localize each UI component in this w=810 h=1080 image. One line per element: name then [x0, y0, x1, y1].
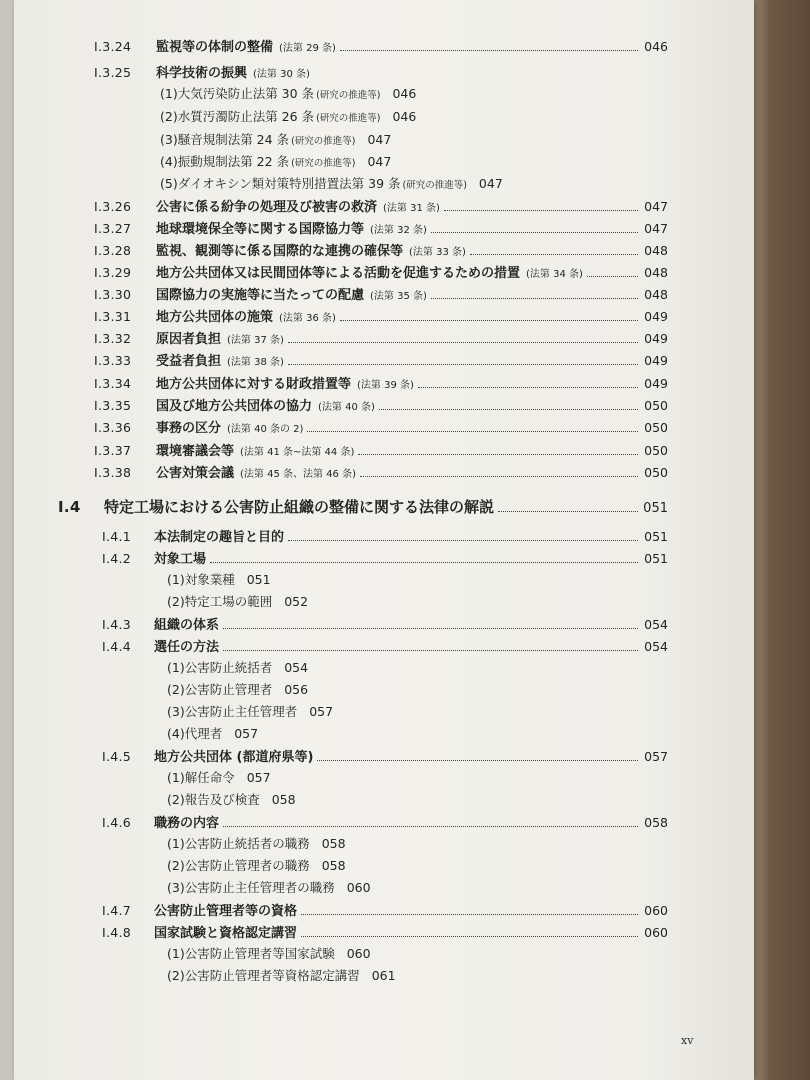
page-number: 047	[644, 199, 668, 214]
dot-leader	[470, 254, 638, 255]
law-ref: (法第 41 条~法第 44 条)	[240, 447, 355, 458]
toc-entry[interactable]	[94, 218, 668, 237]
toc-subentry[interactable]	[160, 174, 503, 192]
law-ref: (法第 29 条)	[279, 43, 336, 54]
entry-title: 国家試験と資格認定講習	[154, 926, 298, 941]
page-number: 046	[644, 39, 668, 54]
dot-leader	[210, 562, 638, 563]
entry-number: I.4.8	[102, 925, 132, 940]
law-ref: (法第 35 条)	[370, 291, 427, 302]
page-number: 057	[234, 726, 259, 741]
toc-subentry[interactable]	[167, 592, 308, 610]
page-number: 050	[644, 465, 668, 480]
toc-subentry[interactable]	[167, 702, 333, 720]
dot-leader	[498, 511, 638, 512]
toc-subentry[interactable]	[167, 724, 258, 742]
dot-leader	[418, 387, 638, 388]
subentry-label: (2)公害防止管理者等資格認定講習	[167, 968, 360, 983]
entry-number: I.3.28	[94, 243, 132, 258]
entry-number: I.4.2	[102, 551, 132, 566]
page-number: 049	[644, 376, 668, 391]
entry-number: I.3.26	[94, 199, 132, 214]
dot-leader	[307, 431, 638, 432]
toc-subentry[interactable]	[167, 658, 308, 676]
entry-title: 地方公共団体の施策	[156, 310, 274, 325]
page-number: 050	[644, 420, 668, 435]
toc-entry[interactable]	[102, 922, 668, 941]
entry-title: 公害に係る紛争の処理及び被害の救済	[156, 200, 378, 215]
page-number: 048	[644, 287, 668, 302]
dot-leader	[340, 320, 638, 321]
page-number: 060	[644, 903, 668, 918]
section-number: I.4	[58, 498, 81, 516]
toc-subentry[interactable]	[167, 570, 271, 588]
subentry-note: (研究の推進等)	[402, 180, 467, 191]
toc-subentry[interactable]	[160, 84, 416, 102]
toc-entry[interactable]	[94, 328, 668, 347]
dot-leader	[358, 454, 638, 455]
entry-title: 職務の内容	[154, 816, 220, 831]
entry-title: 原因者負担	[156, 332, 222, 347]
law-ref: (法第 45 条、法第 46 条)	[240, 469, 356, 480]
dot-leader	[379, 409, 638, 410]
toc-section-heading[interactable]	[58, 496, 668, 517]
entry-number: I.3.35	[94, 398, 132, 413]
dot-leader	[431, 232, 638, 233]
subentry-label: (4)代理者	[167, 726, 223, 741]
page-number: 060	[644, 925, 668, 940]
subentry-label: (3)公害防止主任管理者の職務	[167, 880, 335, 895]
law-ref: (法第 40 条の 2)	[227, 424, 304, 435]
dot-leader	[288, 540, 638, 541]
page-number: 060	[346, 946, 371, 961]
dot-leader	[360, 476, 638, 477]
toc-subentry[interactable]	[160, 152, 391, 170]
page-number: 048	[644, 265, 668, 280]
page-number: 046	[392, 109, 417, 124]
subentry-label: (1)公害防止管理者等国家試験	[167, 946, 335, 961]
entry-title: 国際協力の実施等に当たっての配慮	[156, 288, 365, 303]
page-number: 058	[321, 858, 346, 873]
entry-title: 本法制定の趣旨と目的	[154, 530, 285, 545]
toc-entry[interactable]	[102, 636, 668, 655]
toc-subentry[interactable]	[167, 944, 371, 962]
entry-title: 監視、観測等に係る国際的な連携の確保等	[156, 244, 404, 259]
toc-entry[interactable]	[102, 548, 668, 567]
toc-entry[interactable]	[94, 196, 668, 215]
subentry-label: (3)公害防止主任管理者	[167, 704, 298, 719]
entry-title: 環境審議会等	[156, 444, 235, 459]
toc-entry[interactable]	[94, 417, 668, 436]
page-number: 049	[644, 353, 668, 368]
entry-number: I.4.4	[102, 639, 132, 654]
toc-subentry[interactable]	[167, 966, 396, 984]
subentry-label: (2)報告及び検査	[167, 792, 260, 807]
page-number: 049	[644, 331, 668, 346]
toc-entry[interactable]	[94, 373, 668, 392]
page-folio: xv	[681, 1034, 694, 1047]
subentry-label: (1)大気汚染防止法第 30 条	[160, 86, 315, 101]
page-number: 058	[321, 836, 346, 851]
toc-subentry[interactable]	[167, 856, 346, 874]
law-ref: (法第 40 条)	[318, 402, 375, 413]
subentry-label: (3)騒音規制法第 24 条	[160, 132, 290, 147]
page-number: 047	[367, 132, 392, 147]
entry-number: I.3.34	[94, 376, 132, 391]
entry-title: 組織の体系	[154, 618, 220, 633]
entry-number: I.3.31	[94, 309, 132, 324]
dot-leader	[301, 936, 638, 937]
page-number: 047	[478, 176, 503, 191]
subentry-label: (1)解任命令	[167, 770, 235, 785]
page-number: 058	[271, 792, 296, 807]
entry-title: 受益者負担	[156, 354, 222, 369]
entry-number: I.3.38	[94, 465, 132, 480]
page-number: 049	[644, 309, 668, 324]
law-ref: (法第 34 条)	[526, 269, 583, 280]
page-number: 054	[644, 639, 668, 654]
law-ref: (法第 33 条)	[409, 247, 466, 258]
entry-number: I.4.3	[102, 617, 132, 632]
entry-title: 対象工場	[154, 552, 207, 567]
law-ref: (法第 38 条)	[227, 357, 284, 368]
dot-leader	[587, 276, 638, 277]
entry-number: I.4.7	[102, 903, 132, 918]
entry-title: 地方公共団体に対する財政措置等	[156, 377, 352, 392]
subentry-note: (研究の推進等)	[291, 136, 356, 147]
page-number: 047	[644, 221, 668, 236]
entry-title: 地方公共団体又は民間団体等による活動を促進するための措置	[156, 266, 521, 281]
law-ref: (法第 31 条)	[383, 203, 440, 214]
page-number: 051	[643, 501, 668, 516]
entry-number: I.3.30	[94, 287, 132, 302]
table-of-contents	[14, 0, 754, 1080]
dot-leader	[223, 826, 638, 827]
dot-leader	[444, 210, 638, 211]
page-number: 051	[644, 551, 668, 566]
entry-number: I.4.6	[102, 815, 132, 830]
law-ref: (法第 36 条)	[279, 313, 336, 324]
entry-number: I.3.33	[94, 353, 132, 368]
page-number: 056	[284, 682, 309, 697]
dot-leader	[317, 760, 638, 761]
toc-subentry[interactable]	[160, 107, 416, 125]
subentry-label: (1)公害防止統括者の職務	[167, 836, 310, 851]
table-surface	[752, 0, 810, 1080]
page-number: 051	[246, 572, 271, 587]
page-number: 048	[644, 243, 668, 258]
page-number: 058	[644, 815, 668, 830]
entry-title: 科学技術の振興	[156, 66, 248, 81]
toc-entry[interactable]	[94, 36, 668, 55]
subentry-label: (1)対象業種	[167, 572, 235, 587]
toc-subentry[interactable]	[167, 680, 308, 698]
subentry-label: (2)水質汚濁防止法第 26 条	[160, 109, 315, 124]
toc-subentry[interactable]	[167, 878, 371, 896]
book-page	[14, 0, 754, 1080]
subentry-label: (1)公害防止統括者	[167, 660, 273, 675]
toc-subentry[interactable]	[167, 768, 271, 786]
page-number: 061	[371, 968, 396, 983]
law-ref: (法第 30 条)	[253, 69, 310, 80]
toc-subentry[interactable]	[167, 790, 296, 808]
dot-leader	[223, 628, 638, 629]
toc-entry[interactable]	[102, 746, 668, 765]
entry-number: I.3.37	[94, 443, 132, 458]
toc-entry[interactable]	[102, 614, 668, 633]
toc-entry[interactable]	[102, 900, 668, 919]
page-number: 050	[644, 443, 668, 458]
page-number: 057	[309, 704, 334, 719]
toc-entry[interactable]	[94, 240, 668, 259]
page-number: 054	[284, 660, 309, 675]
dot-leader	[340, 50, 638, 51]
toc-entry[interactable]	[94, 284, 668, 303]
entry-title: 地球環境保全等に関する国際協力等	[156, 222, 365, 237]
toc-entry[interactable]	[94, 350, 668, 369]
page-number: 052	[284, 594, 309, 609]
page-number: 050	[644, 398, 668, 413]
toc-entry[interactable]	[94, 262, 668, 281]
law-ref: (法第 32 条)	[370, 225, 427, 236]
entry-number: I.3.29	[94, 265, 132, 280]
entry-number: I.3.32	[94, 331, 132, 346]
subentry-note: (研究の推進等)	[316, 90, 381, 101]
subentry-label: (2)特定工場の範囲	[167, 594, 273, 609]
toc-subentry[interactable]	[160, 130, 391, 148]
subentry-label: (2)公害防止管理者の職務	[167, 858, 310, 873]
toc-entry[interactable]	[94, 395, 668, 414]
toc-entry[interactable]	[102, 526, 668, 545]
toc-entry[interactable]	[94, 62, 394, 81]
entry-title: 事務の区分	[156, 421, 222, 436]
entry-title: 監視等の体制の整備	[156, 40, 274, 55]
page-number: 046	[392, 86, 417, 101]
entry-number: I.4.1	[102, 529, 132, 544]
toc-entry[interactable]	[102, 812, 668, 831]
subentry-label: (2)公害防止管理者	[167, 682, 273, 697]
subentry-label: (4)振動規制法第 22 条	[160, 154, 290, 169]
entry-title: 国及び地方公共団体の協力	[156, 399, 313, 414]
entry-title: 地方公共団体 (都道府県等)	[154, 750, 314, 765]
page-number: 047	[367, 154, 392, 169]
subentry-note: (研究の推進等)	[291, 158, 356, 169]
dot-leader	[301, 914, 638, 915]
subentry-label: (5)ダイオキシン類対策特別措置法第 39 条	[160, 176, 401, 191]
dot-leader	[288, 364, 638, 365]
section-title: 特定工場における公害防止組織の整備に関する法律の解説	[104, 498, 495, 516]
page-number: 060	[346, 880, 371, 895]
entry-title: 公害対策会議	[156, 466, 235, 481]
page-number: 057	[644, 749, 668, 764]
dot-leader	[431, 298, 638, 299]
dot-leader	[223, 650, 638, 651]
entry-number: I.3.25	[94, 65, 132, 80]
law-ref: (法第 39 条)	[357, 380, 414, 391]
entry-number: I.3.27	[94, 221, 132, 236]
entry-title: 公害防止管理者等の資格	[154, 904, 298, 919]
dot-leader	[288, 342, 638, 343]
entry-number: I.3.24	[94, 39, 132, 54]
subentry-note: (研究の推進等)	[316, 113, 381, 124]
entry-number: I.4.5	[102, 749, 132, 764]
toc-entry[interactable]	[94, 440, 668, 459]
entry-number: I.3.36	[94, 420, 132, 435]
toc-subentry[interactable]	[167, 834, 346, 852]
page-number: 051	[644, 529, 668, 544]
toc-entry[interactable]	[94, 306, 668, 325]
law-ref: (法第 37 条)	[227, 335, 284, 346]
page-number: 054	[644, 617, 668, 632]
page-number: 057	[246, 770, 271, 785]
toc-entry[interactable]	[94, 462, 668, 481]
entry-title: 選任の方法	[154, 640, 220, 655]
